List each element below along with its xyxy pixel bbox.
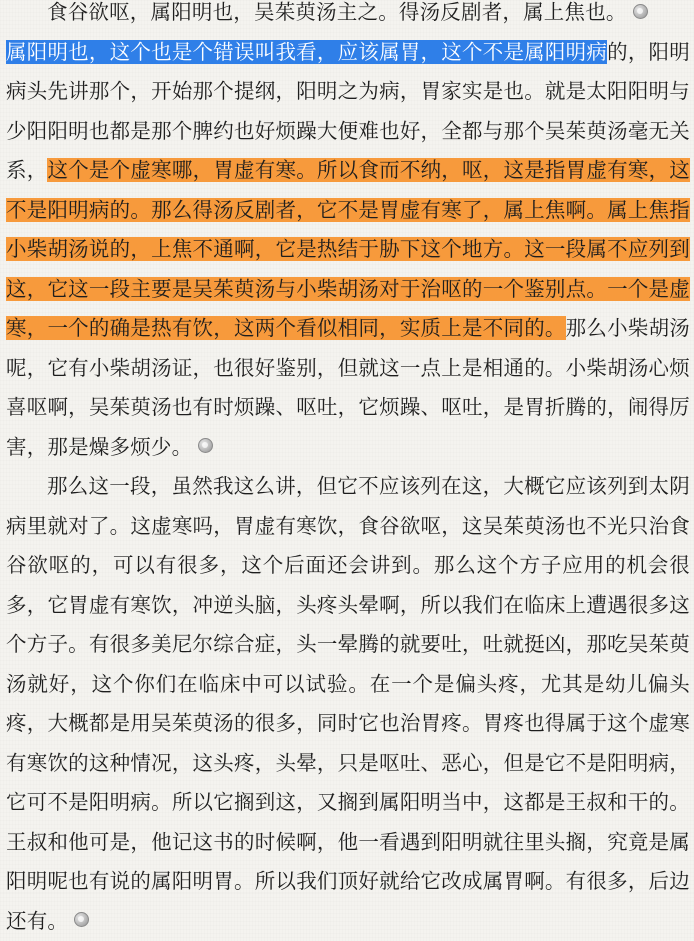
text-segment: 那么小柴胡汤呢，它有小柴胡汤证，也很好鉴别，但就这一点上是相通的。小柴胡汤心烦喜呕啊，吴茱萸汤也有时烦躁、呕吐，它烦躁、呕吐，是胃折腾的，闹得厉害，那是燥多烦少。 — [6, 316, 690, 459]
text-segment: 食谷欲呕，属阳明也，吴茱萸汤主之。得汤反剧者，属上焦也。 — [47, 0, 627, 24]
audio-note-icon[interactable] — [198, 438, 213, 453]
highlight-blue: 属阳明也，这个也是个错误叫我看，应该属胃，这个不是属阳明病 — [6, 39, 608, 64]
audio-note-icon[interactable] — [633, 4, 648, 19]
paragraph-1 — [6, 0, 690, 467]
highlight-orange: 这个是个虚寒哪，胃虚有寒。所以食而不纳，呕，这是指胃虚有寒，这不是阳明病的。那么得汤反剧者，它不是胃虚有寒了，属上焦啊。属上焦指小柴胡汤说的，上焦不通啊，它是热结于胁下这个地方。这一段属不应列到这，它这一段主要是吴茱萸汤与小柴胡汤对于治呕的一个鉴别点。一个是虚寒，一个的确是热有饮，这两个看似相同，实质上是不同的。 — [6, 158, 691, 340]
text-segment: 的，阳明病头先讲那个，开始那个提纲，阳明之为病，胃家实是也。就是太阳阳明与少阳阳明也都是那个脾约也好烦躁大便难也好，全都与那个吴茱萸汤毫无关系， — [6, 39, 690, 182]
audio-note-icon[interactable] — [74, 912, 89, 927]
paragraph-2 — [6, 467, 690, 941]
text-segment: 那么这一段，虽然我这么讲，但它不应该列在这，大概它应该列到太阴病里就对了。这虚寒吗，胃虚有寒饮，食谷欲呕，这吴茱萸汤也不光只治食谷欲呕的，可以有很多，这个后面还会讲到。那么这个方子应用的机会很多，它胃虚有寒饮，冲逆头脑，头疼头晕啊，所以我们在临床上遭遇很多这个方子。有很多美尼尔综合症，头一晕腾的就要吐，吐就挺凶，那吃吴茱萸汤就好，这个你们在临床中可以试验。在一个是偏头疼，尤其是幼儿偏头疼，大概都是用吴茱萸汤的很多，同时它也治胃疼。胃疼也得属于这个虚寒有寒饮的这种情况，这头疼，头晕，只是呕吐、恶心，但是它不是阳明病，它可不是阳明病。所以它搁到这，又搁到属阳明当中，这都是王叔和干的。王叔和他可是，他记这书的时候啊，他一看遇到阳明就往里头搁，究竟是属阳明呢也有说的属阳明胃。所以我们顶好就给它改成属胃啊。有很多，后边还有。 — [6, 474, 690, 933]
